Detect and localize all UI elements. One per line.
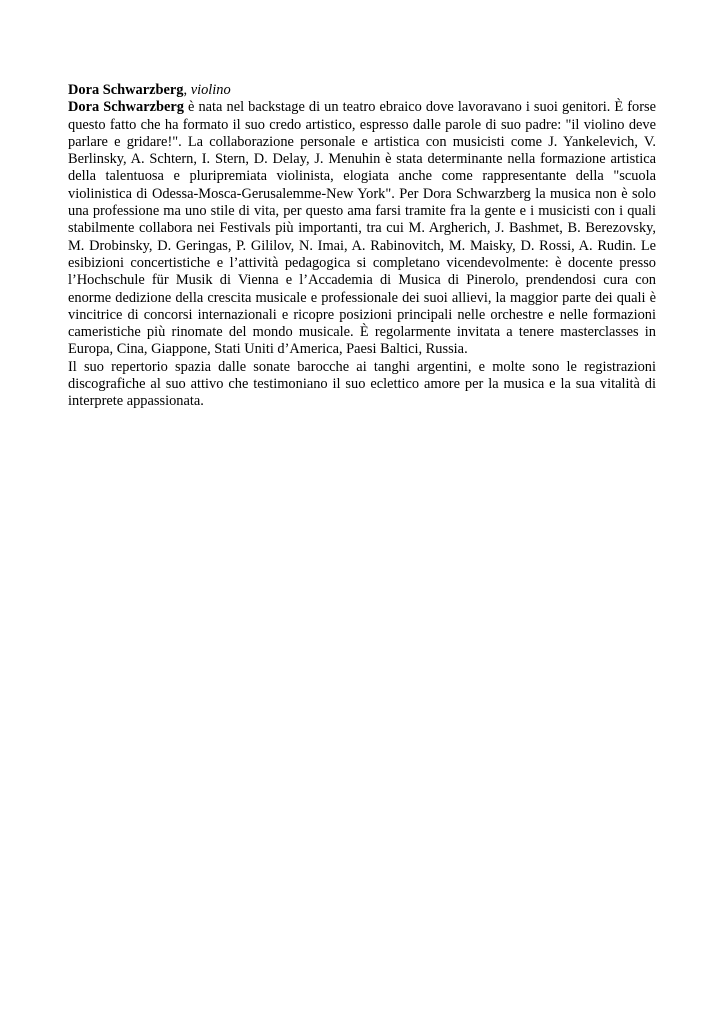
artist-name: Dora Schwarzberg	[68, 82, 184, 98]
artist-instrument: violino	[190, 82, 231, 98]
document-page	[68, 82, 656, 411]
paragraph-body: Il suo repertorio spazia dalle sonate barocche ai tanghi argentini, e molte sono le registrazioni discografiche al suo attivo che testimoniano il suo eclettico amore per la musica e la sua vitalità di interprete appassionata.	[68, 358, 656, 410]
biography-heading	[68, 82, 656, 99]
biography-paragraph-2	[68, 359, 656, 411]
paragraph-lead-name: Dora Schwarzberg	[68, 99, 184, 116]
biography-paragraph-1	[68, 99, 656, 358]
paragraph-body: è nata nel backstage di un teatro ebraico dove lavoravano i suoi genitori. È forse questo fatto che ha formato il suo credo artistico, espresso dalle parole di suo padre: "il violino deve parlare e gridare!". La collaborazione personale e artistica con musicisti come J. Yankelevich, V. Berlinsky, A. Schtern, I. Stern, D. Delay, J. Menuhin è stata determinante nella formazione artistica della talentuosa e pluripremiata violinista, elogiata anche come rappresentante della "scuola violinistica di Odessa-Mosca-Gerusalemme-New York". Per Dora Schwarzberg la musica non è solo una professione ma uno stile di vita, per questo ama farsi tramite fra la gente e i musicisti con i quali stabilmente collabora nei Festivals più importanti, tra cui M. Argherich, J. Bashmet, B. Berezovsky, M. Drobinsky, D. Geringas, P. Gililov, N. Imai, A. Rabinovitch, M. Maisky, D. Rossi, A. Rudin. Le esibizioni concertistiche e l’attività pedagogica si completano vicendevolmente: è docente presso l’Hochschule für Musik di Vienna e l’Accademia di Musica di Pinerolo, prendendosi cura con enorme dedizione della crescita musicale e professionale dei suoi allievi, la maggior parte dei quali è vincitrice di concorsi internazionali e ricopre posizioni principali nelle orchestre e nelle formazioni cameristiche più rinomate del mondo musicale. È regolarmente invitata a tenere masterclasses in Europa, Cina, Giappone, Stati Uniti d’America, Paesi Baltici, Russia.	[68, 99, 657, 358]
heading-separator: ,	[183, 82, 191, 98]
